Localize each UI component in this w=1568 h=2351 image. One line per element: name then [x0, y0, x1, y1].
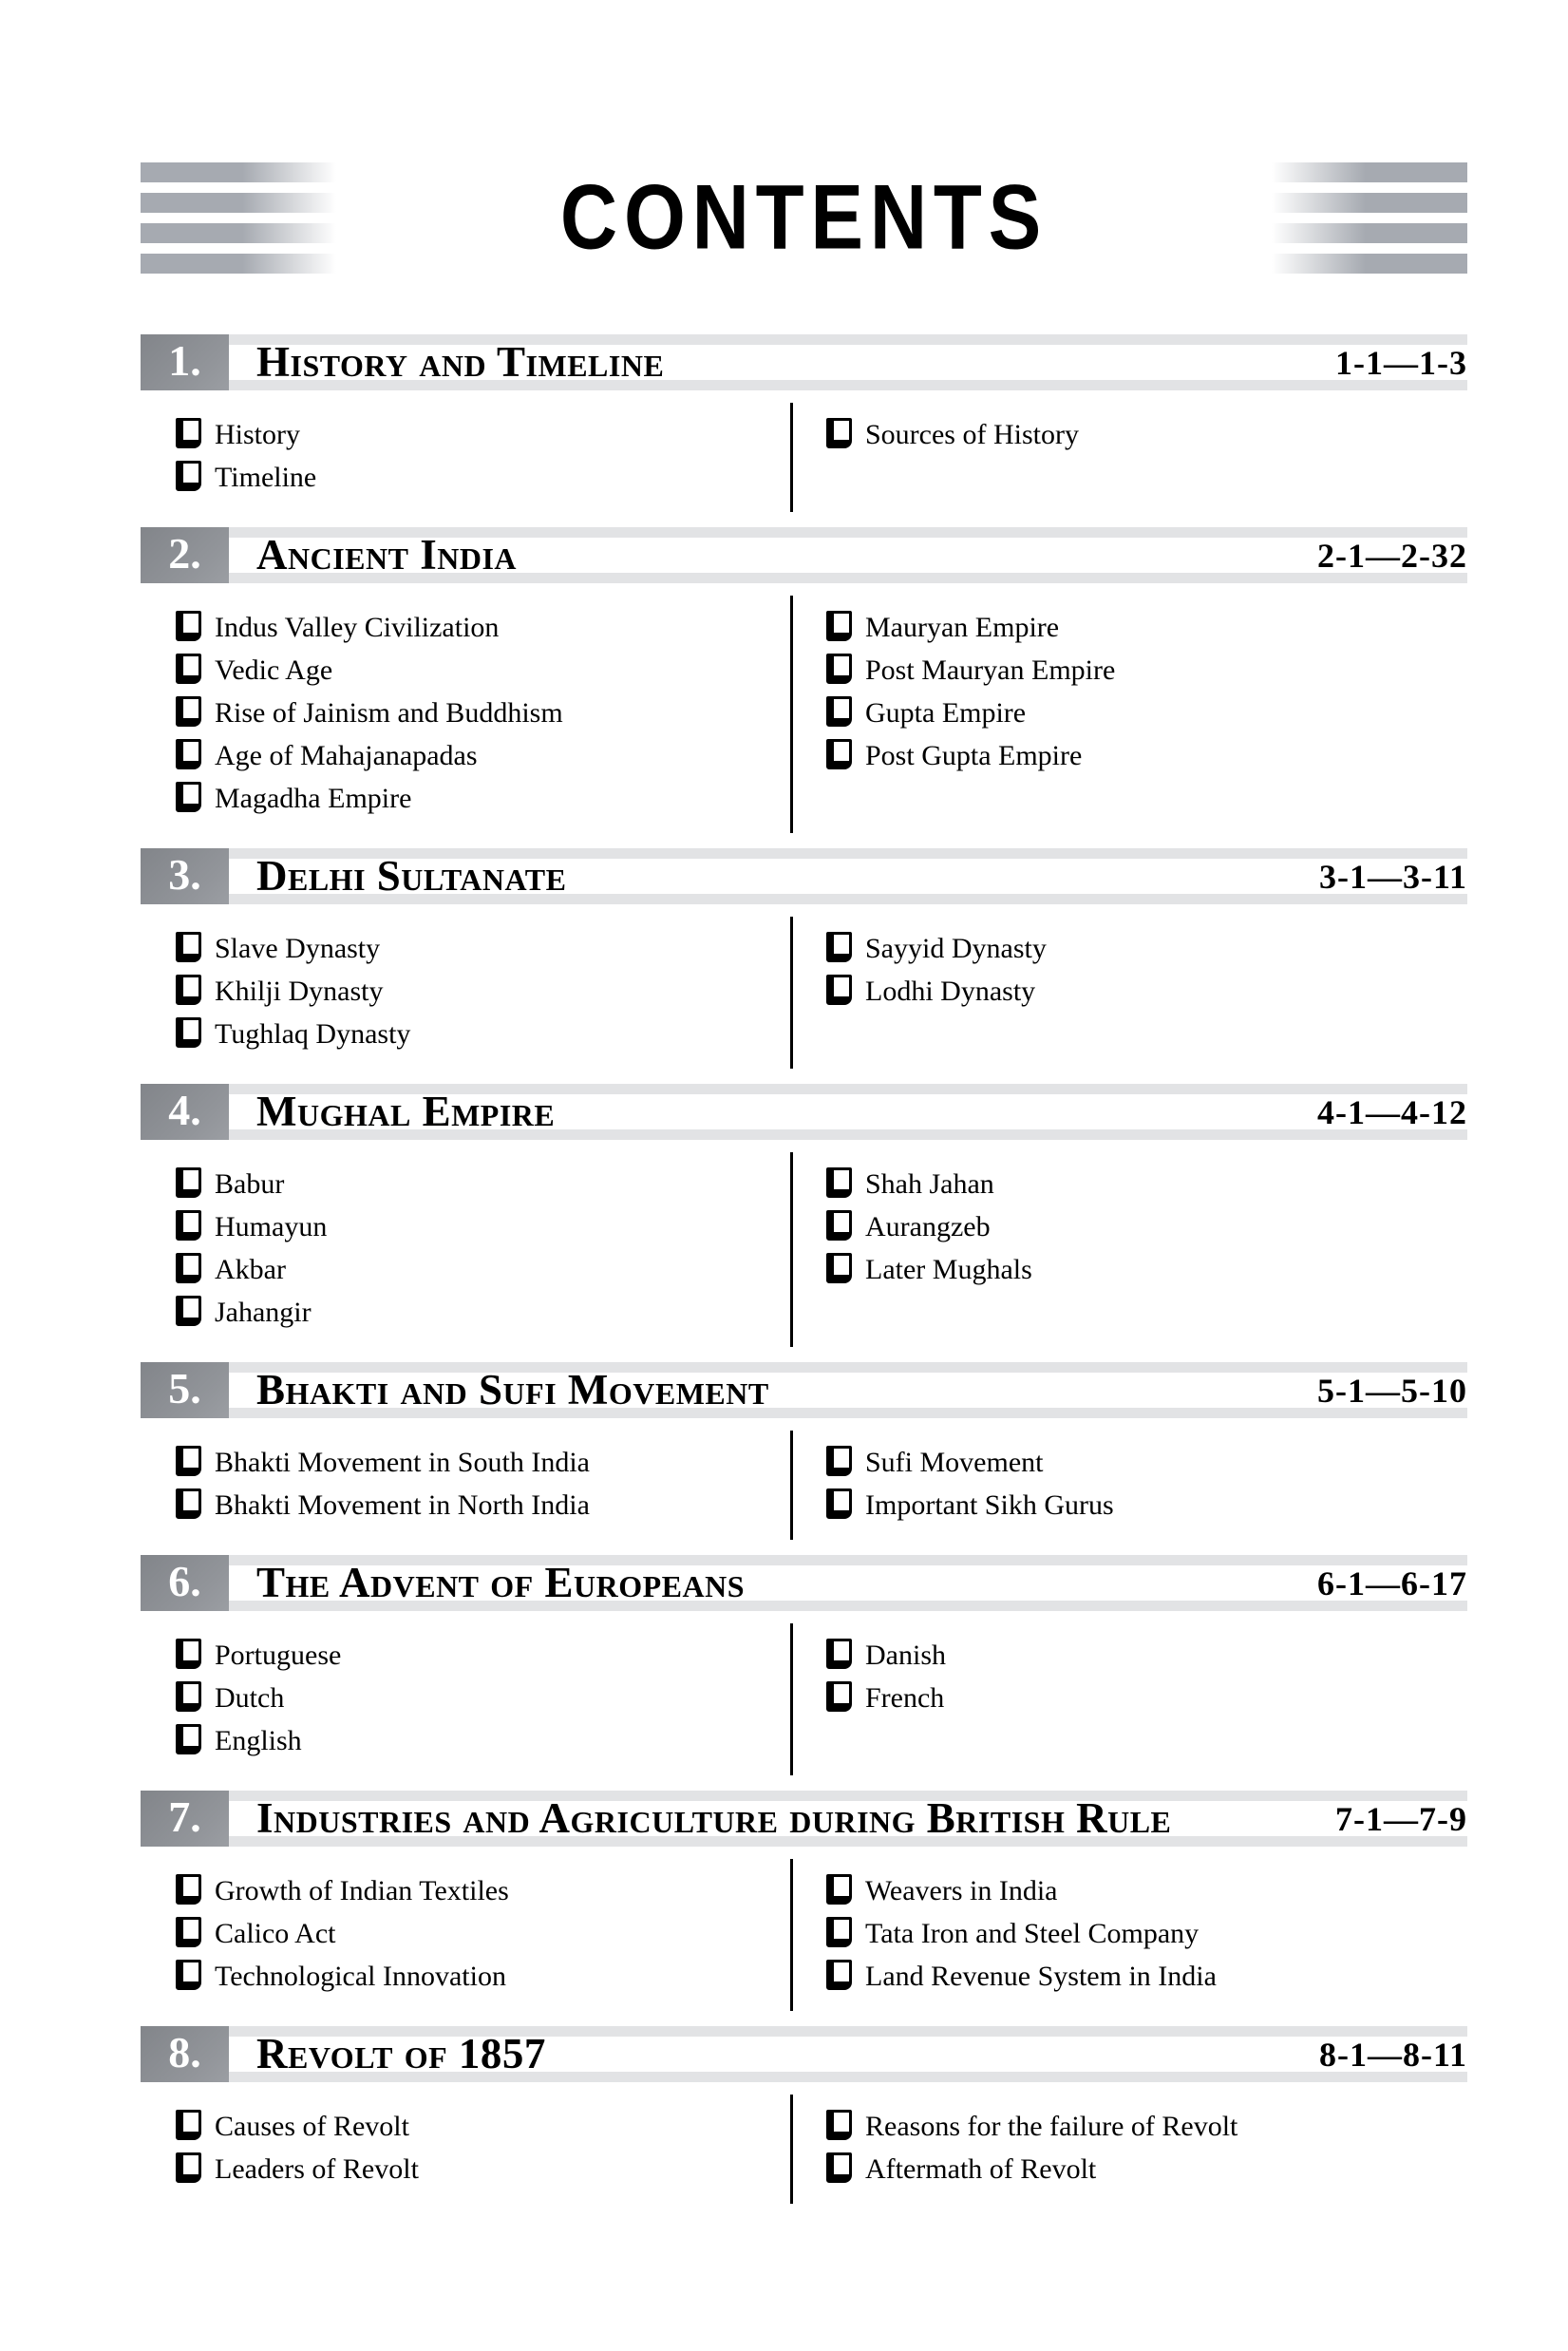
toc-item	[826, 413, 1467, 456]
section-page-range: 3-1—3-11	[1319, 857, 1467, 896]
checkbox-icon	[176, 739, 201, 769]
toc-item-label: Jahangir	[215, 1296, 312, 1328]
gradient-bar	[141, 254, 336, 274]
toc-item-label: English	[215, 1724, 302, 1756]
section-number: 5.	[168, 1363, 201, 1412]
checkbox-icon	[176, 1488, 201, 1519]
toc-item	[176, 413, 790, 456]
toc-item	[176, 1291, 790, 1334]
section-title: Delhi Sultanate	[256, 852, 567, 900]
toc-item	[826, 649, 1467, 692]
toc-item	[176, 692, 790, 734]
checkbox-icon	[176, 1446, 201, 1476]
checkbox-icon	[176, 1917, 201, 1947]
toc-item-label: Timeline	[215, 461, 317, 493]
checkbox-icon	[176, 418, 201, 448]
section-title: The Advent of Europeans	[256, 1559, 745, 1606]
toc-item	[176, 1912, 790, 1955]
section-page-range: 4-1—4-12	[1317, 1092, 1467, 1131]
toc-item-label: Land Revenue System in India	[865, 1960, 1217, 1992]
section-title: Ancient India	[256, 531, 518, 578]
section-number: 8.	[168, 2027, 201, 2076]
checkbox-icon	[176, 975, 201, 1005]
right-column	[790, 1869, 1467, 1998]
checkbox-icon	[826, 975, 852, 1005]
left-column	[141, 927, 790, 1055]
toc-section	[141, 1555, 1467, 1791]
checkbox-icon	[176, 932, 201, 962]
toc-item-label: Sufi Movement	[865, 1446, 1044, 1478]
section-number-box	[141, 527, 229, 583]
toc-item	[826, 1955, 1467, 1998]
section-header	[141, 2026, 1467, 2082]
section-items	[141, 1611, 1467, 1791]
toc-item-label: Leaders of Revolt	[215, 2152, 419, 2185]
toc-item	[176, 2105, 790, 2148]
toc-section	[141, 334, 1467, 527]
toc-item	[826, 1484, 1467, 1526]
checkbox-icon	[176, 1960, 201, 1990]
toc-item-label: Later Mughals	[865, 1253, 1032, 1285]
toc-item-label: Post Gupta Empire	[865, 739, 1083, 771]
toc-item-label: Aftermath of Revolt	[865, 2152, 1097, 2185]
section-title: Revolt of 1857	[256, 2030, 546, 2077]
sections	[141, 334, 1467, 2219]
toc-item	[176, 970, 790, 1013]
checkbox-icon	[176, 611, 201, 641]
toc-section	[141, 2026, 1467, 2219]
toc-item	[176, 734, 790, 777]
toc-item-label: Aurangzeb	[865, 1210, 991, 1242]
column-divider	[790, 2095, 793, 2204]
checkbox-icon	[826, 932, 852, 962]
section-page-range: 5-1—5-10	[1317, 1371, 1467, 1410]
section-number: 7.	[168, 1792, 201, 1841]
toc-item-label: Bhakti Movement in North India	[215, 1488, 590, 1521]
toc-item	[176, 1955, 790, 1998]
left-column	[141, 1869, 790, 1998]
toc-item	[826, 1634, 1467, 1677]
toc-item-label: Mauryan Empire	[865, 611, 1060, 643]
section-items	[141, 1140, 1467, 1362]
toc-section	[141, 848, 1467, 1084]
toc-item	[176, 1248, 790, 1291]
toc-item-label: Vedic Age	[215, 654, 333, 686]
gradient-bar	[1272, 223, 1467, 243]
toc-item	[826, 606, 1467, 649]
toc-item	[826, 692, 1467, 734]
gradient-bar	[141, 162, 336, 182]
section-number-box	[141, 1084, 229, 1140]
left-column	[141, 1634, 790, 1762]
toc-item-label: Akbar	[215, 1253, 286, 1285]
page-title-text: CONTENTS	[559, 166, 1048, 269]
toc-item	[176, 1163, 790, 1205]
right-column	[790, 413, 1467, 499]
checkbox-icon	[826, 1681, 852, 1712]
toc-item	[826, 1163, 1467, 1205]
toc-item	[826, 1869, 1467, 1912]
toc-item-label: History	[215, 418, 300, 450]
checkbox-icon	[826, 1917, 852, 1947]
checkbox-icon	[826, 1960, 852, 1990]
toc-section	[141, 1791, 1467, 2026]
toc-section	[141, 527, 1467, 848]
right-column	[790, 1441, 1467, 1526]
section-number-box	[141, 1791, 229, 1847]
section-items	[141, 583, 1467, 848]
toc-item-label: Danish	[865, 1639, 946, 1671]
section-number-box	[141, 848, 229, 904]
section-number-box	[141, 2026, 229, 2082]
checkbox-icon	[826, 1253, 852, 1283]
gradient-bar	[1272, 254, 1467, 274]
toc-item-label: Babur	[215, 1167, 285, 1200]
section-title: History and Timeline	[256, 338, 665, 386]
toc-item	[176, 1869, 790, 1912]
toc-item-label: Humayun	[215, 1210, 328, 1242]
right-column	[790, 2105, 1467, 2190]
section-title: Bhakti and Sufi Movement	[256, 1366, 769, 1413]
section-number: 2.	[168, 528, 201, 578]
toc-item-label: Growth of Indian Textiles	[215, 1874, 509, 1906]
toc-item-label: Shah Jahan	[865, 1167, 994, 1200]
checkbox-icon	[176, 2110, 201, 2140]
section-header	[141, 334, 1467, 390]
checkbox-icon	[176, 461, 201, 491]
checkbox-icon	[176, 782, 201, 812]
toc-item	[176, 1013, 790, 1055]
section-items	[141, 1418, 1467, 1555]
toc-item-label: Khilji Dynasty	[215, 975, 384, 1007]
checkbox-icon	[826, 739, 852, 769]
toc-item-label: Indus Valley Civilization	[215, 611, 500, 643]
checkbox-icon	[826, 418, 852, 448]
section-number-box	[141, 334, 229, 390]
toc-item-label: Dutch	[215, 1681, 285, 1714]
section-header	[141, 1791, 1467, 1847]
gradient-bar	[141, 193, 336, 213]
toc-item-label: Lodhi Dynasty	[865, 975, 1036, 1007]
right-column	[790, 1634, 1467, 1762]
section-page-range: 6-1—6-17	[1317, 1564, 1467, 1602]
section-number: 6.	[168, 1556, 201, 1605]
gradient-bar	[1272, 193, 1467, 213]
toc-item	[176, 1441, 790, 1484]
section-page-range: 8-1—8-11	[1319, 2035, 1467, 2074]
left-column	[141, 1441, 790, 1526]
toc-item-label: Post Mauryan Empire	[865, 654, 1116, 686]
checkbox-icon	[826, 1446, 852, 1476]
checkbox-icon	[176, 1253, 201, 1283]
section-page-range: 2-1—2-32	[1317, 536, 1467, 575]
toc-item	[826, 1248, 1467, 1291]
column-divider	[790, 1623, 793, 1775]
left-column	[141, 1163, 790, 1334]
toc-section	[141, 1084, 1467, 1362]
checkbox-icon	[176, 1167, 201, 1198]
toc-item-label: Age of Mahajanapadas	[215, 739, 478, 771]
toc-item	[826, 734, 1467, 777]
checkbox-icon	[826, 696, 852, 727]
section-items	[141, 390, 1467, 527]
checkbox-icon	[176, 1681, 201, 1712]
left-column	[141, 606, 790, 820]
gradient-bar	[1272, 162, 1467, 182]
column-divider	[790, 1152, 793, 1347]
toc-item-label: Technological Innovation	[215, 1960, 506, 1992]
toc-item	[826, 1912, 1467, 1955]
gradient-bar	[141, 223, 336, 243]
toc-item-label: Calico Act	[215, 1917, 336, 1949]
toc-item-label: Magadha Empire	[215, 782, 412, 814]
checkbox-icon	[826, 611, 852, 641]
toc-item-label: Bhakti Movement in South India	[215, 1446, 590, 1478]
column-divider	[790, 917, 793, 1069]
toc-item	[176, 456, 790, 499]
toc-item-label: Sayyid Dynasty	[865, 932, 1047, 964]
checkbox-icon	[176, 696, 201, 727]
section-header	[141, 1362, 1467, 1418]
checkbox-icon	[826, 654, 852, 684]
toc-item-label: Important Sikh Gurus	[865, 1488, 1114, 1521]
section-header	[141, 1555, 1467, 1611]
column-divider	[790, 596, 793, 833]
section-number: 3.	[168, 849, 201, 899]
right-column	[790, 1163, 1467, 1334]
section-page-range: 7-1—7-9	[1335, 1799, 1467, 1838]
toc-item	[176, 927, 790, 970]
toc-item-label: Tata Iron and Steel Company	[865, 1917, 1200, 1949]
toc-item	[826, 970, 1467, 1013]
section-header	[141, 848, 1467, 904]
section-title: Industries and Agriculture during British Rule	[256, 1794, 1172, 1842]
toc-item	[176, 777, 790, 820]
checkbox-icon	[176, 654, 201, 684]
left-column	[141, 413, 790, 499]
page-title	[336, 166, 1272, 269]
section-items	[141, 2082, 1467, 2219]
right-column	[790, 606, 1467, 820]
section-number-box	[141, 1555, 229, 1611]
toc-item-label: Weavers in India	[865, 1874, 1058, 1906]
checkbox-icon	[826, 2110, 852, 2140]
toc-item-label: French	[865, 1681, 945, 1714]
checkbox-icon	[176, 1874, 201, 1905]
checkbox-icon	[176, 1017, 201, 1048]
toc-item-label: Portuguese	[215, 1639, 342, 1671]
toc-item	[826, 1677, 1467, 1719]
column-divider	[790, 1859, 793, 2011]
toc-section	[141, 1362, 1467, 1555]
toc-item	[176, 1677, 790, 1719]
left-column	[141, 2105, 790, 2190]
section-number: 1.	[168, 335, 201, 385]
checkbox-icon	[176, 1724, 201, 1754]
section-header	[141, 1084, 1467, 1140]
section-title: Mughal Empire	[256, 1088, 556, 1135]
section-items	[141, 904, 1467, 1084]
toc-item	[826, 927, 1467, 970]
section-page-range: 1-1—1-3	[1335, 343, 1467, 382]
toc-item	[176, 649, 790, 692]
checkbox-icon	[176, 1210, 201, 1241]
toc-item	[826, 2148, 1467, 2190]
toc-item-label: Gupta Empire	[865, 696, 1027, 729]
toc-item-label: Causes of Revolt	[215, 2110, 409, 2142]
checkbox-icon	[826, 1167, 852, 1198]
toc-item	[826, 1205, 1467, 1248]
checkbox-icon	[826, 1488, 852, 1519]
toc-item	[176, 1719, 790, 1762]
section-items	[141, 1847, 1467, 2026]
toc-item-label: Reasons for the failure of Revolt	[865, 2110, 1238, 2142]
column-divider	[790, 1431, 793, 1540]
checkbox-icon	[176, 1639, 201, 1669]
toc-item-label: Sources of History	[865, 418, 1079, 450]
checkbox-icon	[826, 2152, 852, 2183]
right-column	[790, 927, 1467, 1055]
decorative-bars-right	[1272, 162, 1467, 274]
section-number-box	[141, 1362, 229, 1418]
checkbox-icon	[826, 1874, 852, 1905]
toc-item-label: Slave Dynasty	[215, 932, 381, 964]
toc-item-label: Rise of Jainism and Buddhism	[215, 696, 563, 729]
toc-item	[176, 2148, 790, 2190]
checkbox-icon	[826, 1210, 852, 1241]
section-header	[141, 527, 1467, 583]
toc-item	[176, 1634, 790, 1677]
toc-item-label: Tughlaq Dynasty	[215, 1017, 411, 1050]
column-divider	[790, 403, 793, 512]
toc-item	[176, 1205, 790, 1248]
checkbox-icon	[176, 2152, 201, 2183]
section-number: 4.	[168, 1085, 201, 1134]
checkbox-icon	[826, 1639, 852, 1669]
toc-item	[826, 1441, 1467, 1484]
toc-item	[826, 2105, 1467, 2148]
toc-item	[176, 1484, 790, 1526]
toc-item	[176, 606, 790, 649]
decorative-bars-left	[141, 162, 336, 274]
masthead	[141, 160, 1467, 275]
checkbox-icon	[176, 1296, 201, 1326]
